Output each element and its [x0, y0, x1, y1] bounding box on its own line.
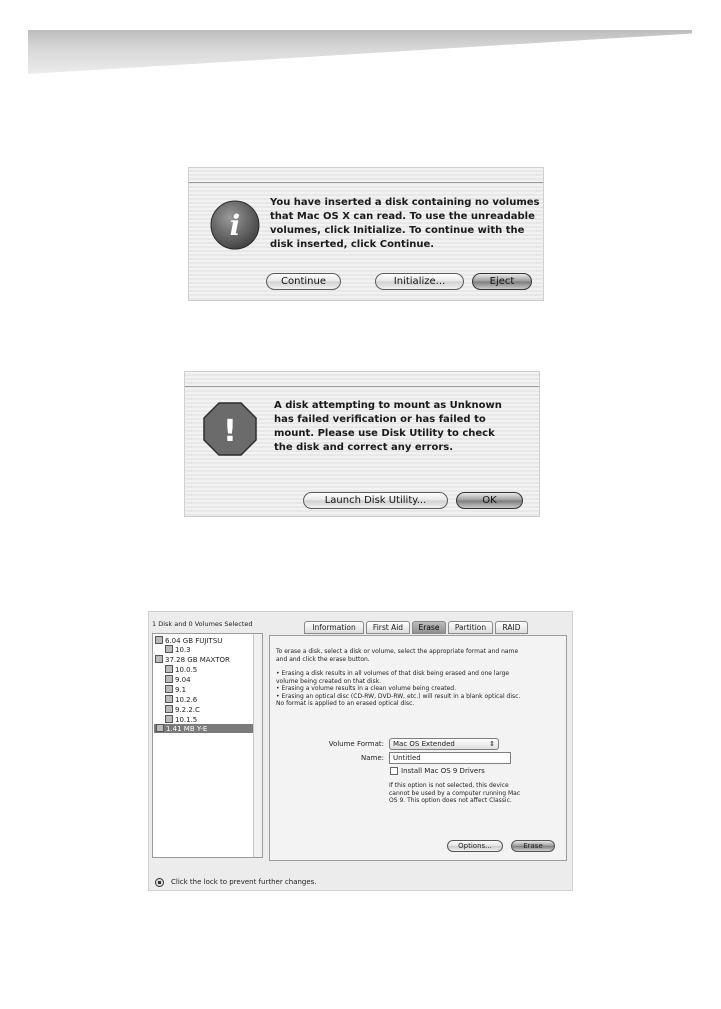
- volume-format-value: Mac OS Extended: [393, 740, 455, 748]
- floppy-disk-icon: [156, 724, 164, 732]
- disk-list-label: 10.1.5: [175, 716, 198, 724]
- disk-list-label: 6.04 GB FUJITSU: [165, 637, 223, 645]
- svg-text:i: i: [229, 209, 241, 242]
- install-os9-drivers-label: Install Mac OS 9 Drivers: [401, 767, 485, 775]
- tab-first-aid[interactable]: First Aid: [366, 621, 410, 634]
- volume-icon: [165, 675, 173, 683]
- disk-list-label: 10.3: [175, 646, 191, 654]
- dialog-message-line: You have inserted a disk containing no volumes: [270, 197, 540, 208]
- unreadable-disk-dialog: [188, 167, 544, 301]
- erase-bullet-line: • Erasing an optical disc (CD-RW, DVD-RW, etc.) will result in a blank optical disc.: [276, 692, 521, 700]
- disk-list-label: 9.1: [175, 686, 187, 694]
- tab-raid[interactable]: RAID: [495, 621, 528, 634]
- eject-button[interactable]: Eject: [472, 273, 532, 290]
- volume-icon: [165, 695, 173, 703]
- disk-list-label: 1.41 MB Y-E: [166, 725, 208, 733]
- volume-format-select[interactable]: [389, 738, 499, 750]
- dialog-message-line: that Mac OS X can read. To use the unreadable: [270, 211, 535, 222]
- erase-panel: [269, 635, 567, 861]
- continue-button[interactable]: Continue: [266, 273, 341, 290]
- tab-information[interactable]: Information: [304, 621, 364, 634]
- install-os9-drivers-checkbox[interactable]: [390, 767, 398, 775]
- volume-list-item[interactable]: [165, 685, 186, 694]
- volume-icon: [165, 665, 173, 673]
- options-button[interactable]: Options...: [447, 840, 503, 852]
- erase-bullet-line: • Erasing a volume results in a clean volume being created.: [276, 685, 457, 692]
- volume-list-item[interactable]: [165, 645, 191, 654]
- volume-list-item[interactable]: [165, 695, 197, 704]
- disk-list-label: 10.0.5: [175, 666, 198, 674]
- erase-intro-line: To erase a disk, select a disk or volume, select the appropriate format and name: [276, 648, 519, 655]
- disk-list-label: 37.28 GB MAXTOR: [165, 656, 230, 664]
- erase-intro-line: and and click the erase button.: [276, 655, 370, 663]
- dialog-divider: [185, 386, 539, 387]
- disk-utility-window: [148, 611, 573, 891]
- initialize-button[interactable]: Initialize...: [375, 273, 464, 290]
- disk-list-item-selected[interactable]: [154, 724, 253, 733]
- drivers-note-line: If this option is not selected, this device: [389, 782, 509, 789]
- dialog-message-line: mount. Please use Disk Utility to check: [274, 428, 495, 439]
- volume-icon: [165, 645, 173, 653]
- volume-icon: [165, 715, 173, 723]
- disk-list[interactable]: [152, 633, 263, 858]
- select-arrows-icon: ⇕: [489, 740, 495, 748]
- volume-list-item[interactable]: [165, 665, 197, 674]
- dialog-message-line: A disk attempting to mount as Unknown: [274, 400, 502, 411]
- disk-list-label: 9.2.2.C: [175, 706, 200, 714]
- lock-icon[interactable]: [155, 878, 164, 887]
- lock-hint-text: Click the lock to prevent further changes.: [171, 878, 317, 886]
- tab-partition[interactable]: Partition: [448, 621, 493, 634]
- volume-format-label: Volume Format:: [328, 740, 384, 748]
- disk-list-label: 10.2.6: [175, 696, 198, 704]
- dialog-message-line: the disk and correct any errors.: [274, 442, 454, 453]
- name-field[interactable]: Untitled: [389, 752, 511, 764]
- dialog-message-line: volumes, click Initialize. To continue with the: [270, 225, 525, 236]
- volume-list-item[interactable]: [165, 715, 197, 724]
- volume-icon: [165, 705, 173, 713]
- disk-verification-dialog: [184, 371, 540, 517]
- info-icon: [208, 198, 262, 252]
- disk-list-scrollbar[interactable]: [253, 634, 262, 857]
- launch-disk-utility-button[interactable]: Launch Disk Utility...: [303, 492, 448, 509]
- drivers-note-line: OS 9. This option does not affect Classic.: [389, 797, 512, 804]
- tab-erase[interactable]: Erase: [412, 621, 446, 634]
- disk-list-item[interactable]: [155, 655, 230, 664]
- selection-count-label: 1 Disk and 0 Volumes Selected: [152, 620, 253, 628]
- stop-icon: [202, 401, 258, 457]
- disk-list-label: 9.04: [175, 676, 191, 684]
- erase-bullet-line: • Erasing a disk results in all volumes of that disk being erased and one large: [276, 670, 510, 677]
- name-label: Name:: [360, 754, 384, 762]
- volume-list-item[interactable]: [165, 675, 191, 684]
- svg-text:!: !: [223, 414, 237, 449]
- erase-bullet-line: volume being created on that disk.: [276, 677, 382, 685]
- erase-button[interactable]: Erase: [511, 840, 555, 852]
- dialog-message-line: has failed verification or has failed to: [274, 414, 486, 425]
- ok-button[interactable]: OK: [456, 492, 523, 509]
- hard-disk-icon: [155, 655, 163, 663]
- dialog-message-line: disk inserted, click Continue.: [270, 239, 435, 250]
- volume-list-item[interactable]: [165, 705, 200, 714]
- disk-list-item[interactable]: [155, 636, 222, 645]
- erase-bullet-line: No format is applied to an erased optical disc.: [276, 700, 415, 707]
- volume-icon: [165, 685, 173, 693]
- hard-disk-icon: [155, 636, 163, 644]
- dialog-divider: [189, 182, 543, 183]
- page-header-band: [28, 30, 692, 74]
- drivers-note-line: cannot be used by a computer running Mac: [389, 789, 521, 797]
